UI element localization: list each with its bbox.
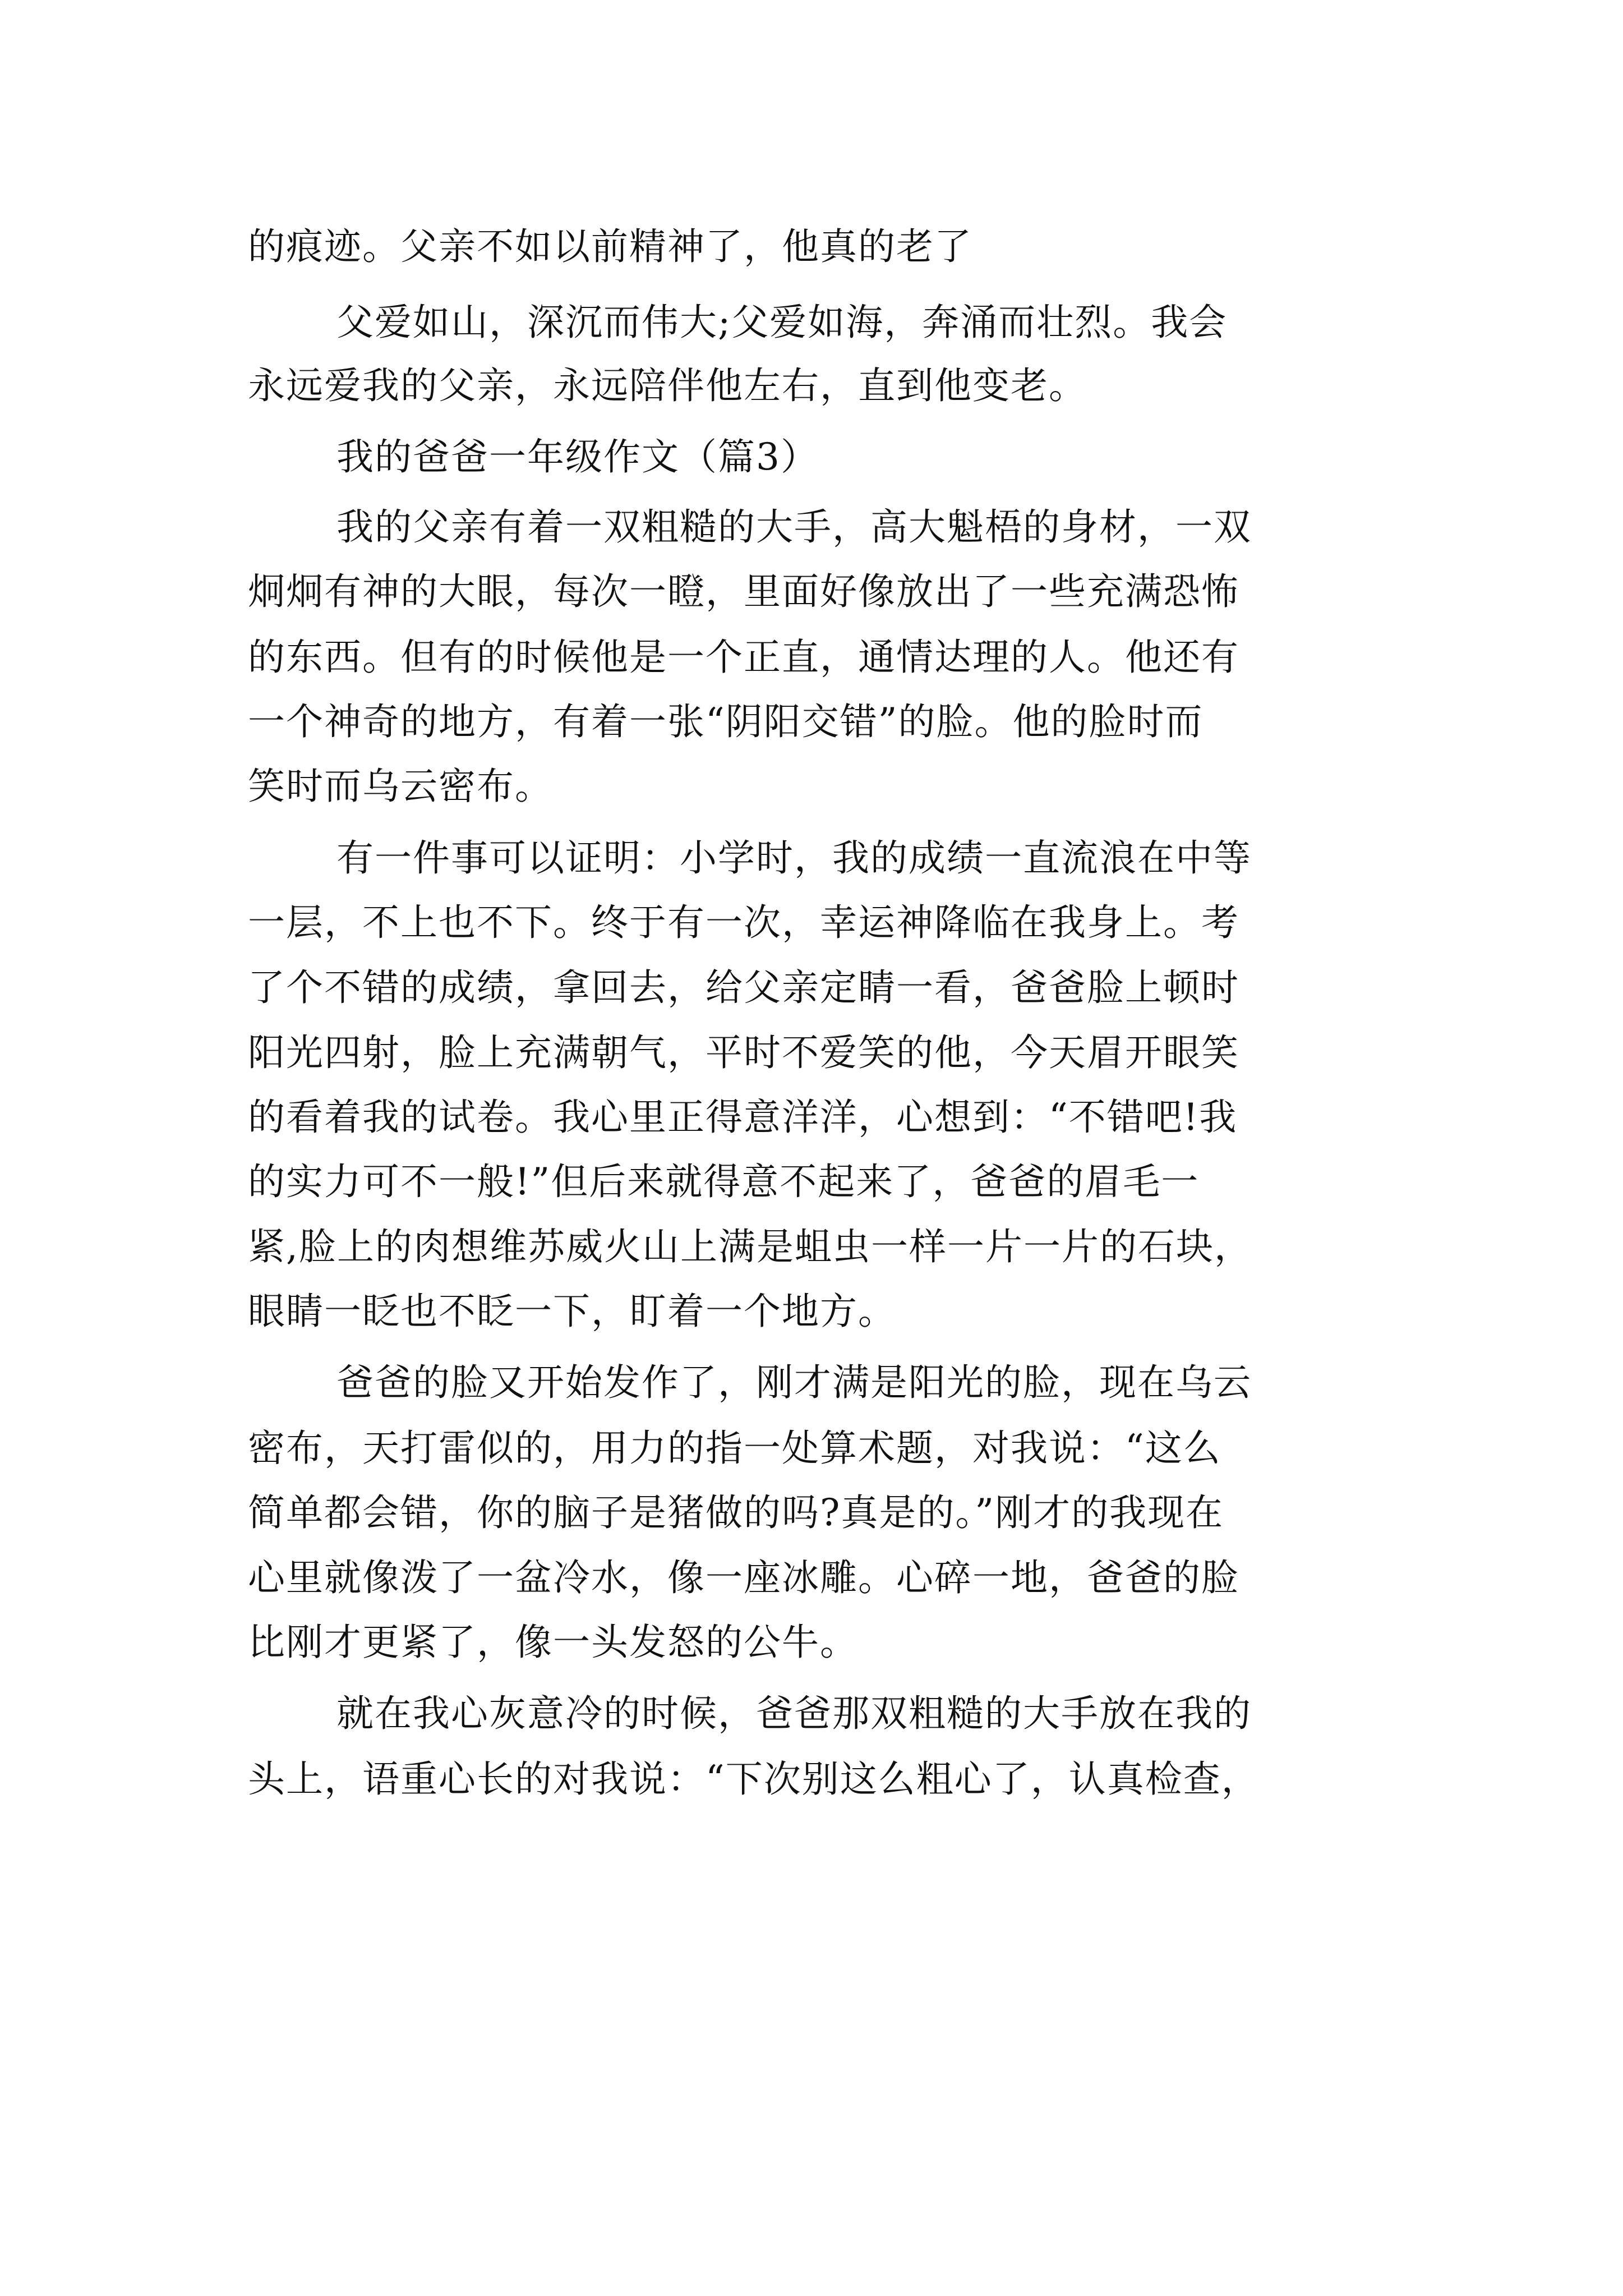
- text-line: 了个不错的成绩，拿回去，给父亲定睛一看，爸爸脸上顿时: [248, 966, 1239, 1009]
- text-line: 炯炯有神的大眼，每次一瞪，里面好像放出了一些充满恐怖: [248, 570, 1239, 613]
- text-line: 的痕迹。父亲不如以前精神了，他真的老了: [248, 225, 972, 268]
- section-heading: 我的爸爸一年级作文（篇3）: [336, 435, 819, 478]
- text-line: 的实力可不一般!”但后来就得意不起来了，爸爸的眉毛一: [248, 1160, 1200, 1203]
- text-line: 的东西。但有的时候他是一个正直，通情达理的人。他还有: [248, 636, 1239, 679]
- paragraph-first-line: 我的父亲有着一双粗糙的大手，高大魁梧的身材，一双: [336, 505, 1252, 549]
- paragraph-first-line: 有一件事可以证明：小学时，我的成绩一直流浪在中等: [336, 836, 1252, 880]
- text-line: 笑时而乌云密布。: [248, 765, 553, 808]
- paragraph-first-line: 爸爸的脸又开始发作了，刚才满是阳光的脸，现在乌云: [336, 1361, 1252, 1404]
- text-line: 密布，天打雷似的，用力的指一处算术题，对我说：“这么: [248, 1427, 1221, 1470]
- text-line: 阳光四射，脸上充满朝气，平时不爱笑的他，今天眉开眼笑: [248, 1031, 1239, 1074]
- text-line: 头上，语重心长的对我说：“下次别这么粗心了，认真检查，: [248, 1757, 1260, 1801]
- text-line: 眼睛一眨也不眨一下，盯着一个地方。: [248, 1290, 896, 1333]
- text-line: 心里就像泼了一盆冷水，像一座冰雕。心碎一地，爸爸的脸: [248, 1556, 1239, 1599]
- text-line: 一个神奇的地方，有着一张“阴阳交错”的脸。他的脸时而: [248, 700, 1204, 743]
- text-line: 比刚才更紧了，像一头发怒的公牛。: [248, 1621, 858, 1664]
- text-line: 的看着我的试卷。我心里正得意洋洋，心想到：“不错吧!我: [248, 1096, 1238, 1139]
- paragraph-first-line: 父爱如山，深沉而伟大;父爱如海，奔涌而壮烈。我会: [336, 301, 1228, 344]
- text-line: 一层，不上也不下。终于有一次，幸运神降临在我身上。考: [248, 901, 1239, 944]
- text-line: 永远爱我的父亲，永远陪伴他左右，直到他变老。: [248, 364, 1087, 407]
- text-line: 紧,脸上的肉想维苏威火山上满是蛆虫一样一片一片的石块，: [248, 1225, 1252, 1268]
- text-line: 简单都会错，你的脑子是猪做的吗?真是的。”刚才的我现在: [248, 1491, 1224, 1534]
- paragraph-first-line: 就在我心灰意冷的时候，爸爸那双粗糙的大手放在我的: [336, 1692, 1252, 1735]
